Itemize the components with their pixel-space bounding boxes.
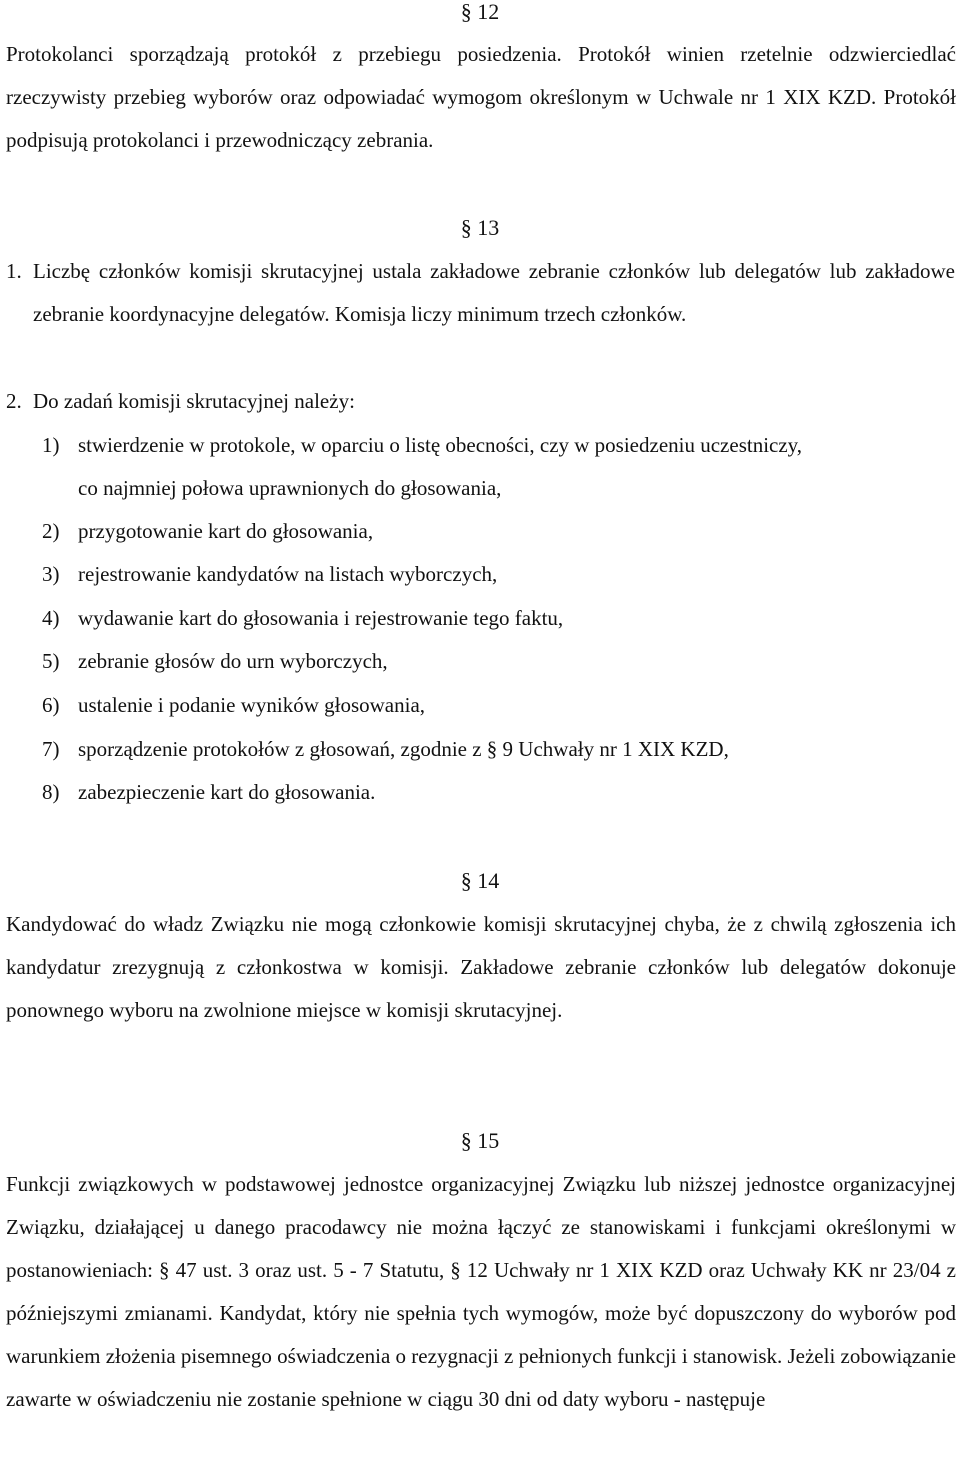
list-item-number: 1) xyxy=(42,433,60,457)
list-item xyxy=(42,597,956,640)
point-number: 2. xyxy=(6,389,22,413)
section-14-paragraph: Kandydować do władz Związku nie mogą członkowie komisji skrutacyjnej chyba, że z chwilą zgłoszenia ich kandydatur zrezygnują z członkostwa w komisji. Zakładowe zebranie członków lub delegatów dokonuje ponownego wyboru na zwolnione miejsce w komisji skrutacyjnej. xyxy=(6,912,956,1022)
list-item-text: wydawanie kart do głosowania i rejestrowanie tego faktu, xyxy=(78,606,564,630)
list-item xyxy=(42,553,956,596)
list-item-text: ustalenie i podanie wyników głosowania, xyxy=(78,693,426,717)
list-item-text: rejestrowanie kandydatów na listach wyborczych, xyxy=(78,562,498,586)
list-item-number: 6) xyxy=(42,693,60,717)
list-item-continuation: co najmniej połowa uprawnionych do głosowania, xyxy=(78,476,502,500)
list-item xyxy=(42,684,956,727)
list-item-text: zabezpieczenie kart do głosowania. xyxy=(78,780,376,804)
list-item-text: przygotowanie kart do głosowania, xyxy=(78,519,374,543)
section-15-paragraph: Funkcji związkowych w podstawowej jednostce organizacyjnej Związku lub niższej jednostce organizacyjnej Związku, działającej u danego pracodawcy nie można łączyć ze stanowiskami i funkcjami określonymi w postanowieniach: § 47 ust. 3 oraz ust. 5 - 7 Statutu, § 12 Uchwały nr 1 XIX KZD oraz Uchwały KK nr 23/04 z późniejszymi zmianami. Kandydat, który nie spełnia tych wymogów, może być dopuszczony do wyborów pod warunkiem złożenia pisemnego oświadczenia o rezygnacji z pełnionych funkcji i stanowisk. Jeżeli zobowiązanie zawarte w oświadczeniu nie zostanie spełnione w ciągu 30 dni od daty wyboru - następuje xyxy=(6,1172,956,1411)
section-13-point-1-text: Liczbę członków komisji skrutacyjnej ustala zakładowe zebranie członków lub delegatów lub zakładowe zebranie koordynacyjne delegatów. Komisja liczy minimum trzech członków. xyxy=(33,259,955,326)
list-item xyxy=(42,771,956,814)
section-heading-13: § 13 xyxy=(460,215,500,240)
list-item-number: 2) xyxy=(42,519,60,543)
list-item xyxy=(42,640,956,683)
list-item xyxy=(42,728,956,771)
section-heading-15: § 15 xyxy=(460,1128,500,1153)
list-item-number: 5) xyxy=(42,649,60,673)
list-item-number: 4) xyxy=(42,606,60,630)
list-item-number: 3) xyxy=(42,562,60,586)
list-item-number: 8) xyxy=(42,780,60,804)
section-13-point-2 xyxy=(6,380,956,423)
list-item-text: sporządzenie protokołów z głosowań, zgodnie z § 9 Uchwały nr 1 XIX KZD, xyxy=(78,737,729,761)
section-12-paragraph: Protokolanci sporządzają protokół z przebiegu posiedzenia. Protokół winien rzetelnie odzwierciedlać rzeczywisty przebieg wyborów oraz odpowiadać wymogom określonym w Uchwale nr 1 XIX KZD. Protokół podpisują protokolanci i przewodniczący zebrania. xyxy=(6,42,956,152)
section-heading-14: § 14 xyxy=(460,868,500,893)
point-number: 1. xyxy=(6,259,22,283)
list-item-text: zebranie głosów do urn wyborczych, xyxy=(78,649,388,673)
list-item-text: stwierdzenie w protokole, w oparciu o listę obecności, czy w posiedzeniu uczestniczy, xyxy=(78,433,803,457)
point-text: Do zadań komisji skrutacyjnej należy: xyxy=(33,389,355,413)
list-item xyxy=(42,424,956,467)
section-heading-12: § 12 xyxy=(460,0,500,24)
list-item-number: 7) xyxy=(42,737,60,761)
list-item xyxy=(42,510,956,553)
